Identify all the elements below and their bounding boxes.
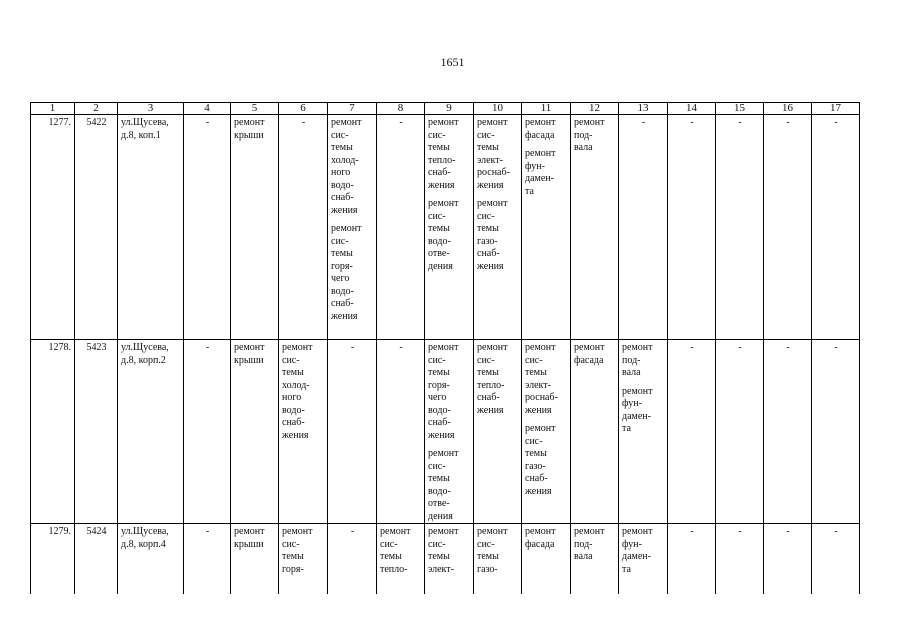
- header-row: [31, 103, 860, 115]
- address-cell: [118, 115, 184, 340]
- work-item: ремонт под- вала: [574, 526, 605, 562]
- column-header-6: 6: [279, 103, 328, 115]
- work-item: ремонт сис- темы элект- роснаб- жения: [525, 342, 558, 416]
- address-cell: [118, 524, 184, 597]
- empty-cell-c14: -: [668, 340, 716, 524]
- work-item: ремонт фасада: [525, 526, 556, 550]
- empty-cell-c15: -: [716, 115, 764, 340]
- work-item: ремонт сис- темы элект- роснаб- жения: [477, 117, 510, 191]
- address-text: ул.Щусева, д.8, корп.2: [121, 342, 169, 366]
- work-item: ремонт фун- дамен- та: [525, 148, 556, 197]
- work-item: ремонт сис- темы тепло- снаб- жения: [428, 117, 459, 191]
- work-cell-c5: [231, 340, 279, 524]
- work-cell-c11: [522, 524, 571, 597]
- work-item: ремонт фасада: [574, 342, 605, 366]
- table-row: [31, 524, 860, 597]
- object-code: 5423: [75, 340, 118, 524]
- empty-cell-c17: -: [812, 115, 860, 340]
- empty-cell-c7: -: [328, 340, 377, 524]
- work-item: ремонт фун- дамен- та: [622, 526, 653, 575]
- empty-cell-c15: -: [716, 524, 764, 597]
- work-item: ремонт сис- темы горя-: [282, 526, 313, 575]
- repair-schedule-table: [30, 102, 860, 597]
- work-cell-c11: [522, 115, 571, 340]
- work-cell-c12: [571, 115, 619, 340]
- work-item: ремонт крыши: [234, 117, 265, 141]
- object-code: 5422: [75, 115, 118, 340]
- empty-cell-c4: -: [184, 115, 231, 340]
- work-item: ремонт под- вала: [622, 342, 653, 378]
- work-cell-c6: [279, 340, 328, 524]
- work-item: ремонт под- вала: [574, 117, 605, 153]
- column-header-2: 2: [75, 103, 118, 115]
- row-number: 1278.: [31, 340, 75, 524]
- empty-cell-c15: -: [716, 340, 764, 524]
- column-header-5: 5: [231, 103, 279, 115]
- address-text: ул.Щусева, д.8, коп.1: [121, 117, 169, 141]
- work-cell-c13: [619, 340, 668, 524]
- work-cell-c9: [425, 115, 474, 340]
- column-header-9: 9: [425, 103, 474, 115]
- column-header-10: 10: [474, 103, 522, 115]
- work-item: ремонт крыши: [234, 526, 265, 550]
- work-item: ремонт сис- темы газо- снаб- жения: [477, 198, 508, 272]
- row-number: 1279.: [31, 524, 75, 597]
- address-text: ул.Щусева, д.8, корп.4: [121, 526, 169, 550]
- column-header-7: 7: [328, 103, 377, 115]
- work-cell-c12: [571, 340, 619, 524]
- work-item: ремонт сис- темы газо- снаб- жения: [525, 423, 556, 497]
- column-header-15: 15: [716, 103, 764, 115]
- empty-cell-c16: -: [764, 340, 812, 524]
- work-cell-c10: [474, 340, 522, 524]
- empty-cell-c16: -: [764, 115, 812, 340]
- work-item: ремонт сис- темы тепло- снаб- жения: [477, 342, 508, 416]
- column-header-4: 4: [184, 103, 231, 115]
- work-cell-c9: [425, 524, 474, 597]
- work-item: ремонт сис- темы горя- чего водо- снаб- жения: [331, 223, 362, 322]
- page-number: 1651: [440, 55, 465, 69]
- column-header-17: 17: [812, 103, 860, 115]
- empty-cell-c8: -: [377, 115, 425, 340]
- empty-cell-c17: -: [812, 340, 860, 524]
- table-row: [31, 340, 860, 524]
- column-header-1: 1: [31, 103, 75, 115]
- column-header-12: 12: [571, 103, 619, 115]
- column-header-14: 14: [668, 103, 716, 115]
- address-cell: [118, 340, 184, 524]
- empty-cell-c16: -: [764, 524, 812, 597]
- column-header-8: 8: [377, 103, 425, 115]
- work-item: ремонт сис- темы элект-: [428, 526, 459, 575]
- work-item: ремонт сис- темы водо- отве- дения: [428, 198, 459, 272]
- work-cell-c5: [231, 115, 279, 340]
- work-cell-c10: [474, 524, 522, 597]
- work-cell-c12: [571, 524, 619, 597]
- work-item: ремонт сис- темы холод- ного водо- снаб- жения: [331, 117, 362, 216]
- work-item: ремонт сис- темы холод- ного водо- снаб- жения: [282, 342, 313, 441]
- work-item: ремонт крыши: [234, 342, 265, 366]
- work-cell-c7: [328, 115, 377, 340]
- empty-cell-c4: -: [184, 340, 231, 524]
- column-header-3: 3: [118, 103, 184, 115]
- work-cell-c6: [279, 524, 328, 597]
- work-item: ремонт фун- дамен- та: [622, 385, 653, 434]
- table-row: [31, 115, 860, 340]
- column-header-13: 13: [619, 103, 668, 115]
- work-cell-c5: [231, 524, 279, 597]
- work-item: ремонт сис- темы водо- отве- дения: [428, 448, 459, 522]
- work-item: ремонт фасада: [525, 117, 556, 141]
- work-cell-c8: [377, 524, 425, 597]
- work-item: ремонт сис- темы тепло-: [380, 526, 411, 575]
- empty-cell-c14: -: [668, 524, 716, 597]
- object-code: 5424: [75, 524, 118, 597]
- column-header-11: 11: [522, 103, 571, 115]
- work-item: ремонт сис- темы горя- чего водо- снаб- жения: [428, 342, 459, 441]
- work-cell-c13: [619, 524, 668, 597]
- empty-cell-c6: -: [279, 115, 328, 340]
- work-cell-c10: [474, 115, 522, 340]
- work-cell-c11: [522, 340, 571, 524]
- empty-cell-c4: -: [184, 524, 231, 597]
- empty-cell-c13: -: [619, 115, 668, 340]
- page-bottom-margin: [0, 594, 905, 640]
- empty-cell-c14: -: [668, 115, 716, 340]
- row-number: 1277.: [31, 115, 75, 340]
- empty-cell-c7: -: [328, 524, 377, 597]
- empty-cell-c8: -: [377, 340, 425, 524]
- column-header-16: 16: [764, 103, 812, 115]
- work-item: ремонт сис- темы газо-: [477, 526, 508, 575]
- work-cell-c9: [425, 340, 474, 524]
- empty-cell-c17: -: [812, 524, 860, 597]
